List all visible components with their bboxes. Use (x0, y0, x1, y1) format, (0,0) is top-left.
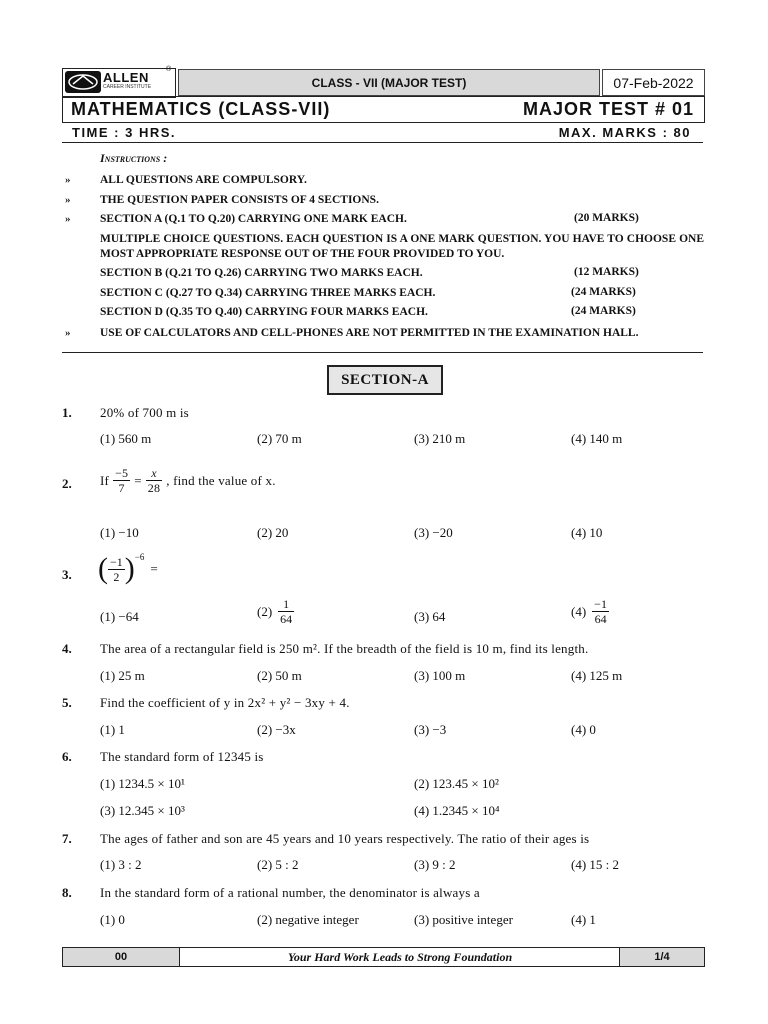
fraction (592, 597, 609, 626)
fraction-numerator: x (146, 466, 162, 481)
fraction (146, 466, 162, 495)
logo-text: ALLEN (103, 70, 149, 85)
option: (2) 20 (257, 525, 289, 540)
subject-bar (62, 96, 705, 123)
option: (4) 10 (571, 525, 603, 540)
registered-mark: ® (166, 66, 172, 73)
instructions-title: Instructions : (100, 151, 168, 165)
question-text: 20% of 700 m is (100, 405, 189, 420)
option: (3) positive integer (414, 912, 513, 927)
instruction-item: USE OF CALCULATORS AND CELL-PHONES ARE NOT PERMITTED IN THE EXAMINATION HALL. (100, 327, 639, 339)
option: (3) 100 m (414, 668, 466, 683)
max-marks-label: MAX. MARKS : 80 (558, 125, 691, 140)
paren-left-icon: ( (98, 552, 108, 585)
question-number: 2. (62, 476, 72, 491)
footer-motto: Your Hard Work Leads to Strong Foundation (287, 949, 513, 964)
option (257, 597, 294, 626)
section-d-marks: (24 MARKS) (571, 305, 636, 317)
instruction-item: SECTION B (Q.21 TO Q.26) CARRYING TWO MARKS EACH. (100, 267, 423, 279)
instruction-item: SECTION A (Q.1 TO Q.20) CARRYING ONE MARK EACH. (100, 213, 407, 225)
bullet-icon: » (65, 327, 71, 339)
option: (3) −3 (414, 722, 447, 737)
question-text: The ages of father and son are 45 years and 10 years respectively. The ratio of their ages is (100, 831, 590, 846)
equals-sign: = (150, 561, 158, 576)
question-number: 6. (62, 749, 72, 764)
fraction (113, 466, 130, 495)
question-number: 7. (62, 831, 72, 846)
section-title: SECTION-A (341, 371, 429, 388)
time-marks-row (62, 124, 703, 143)
option: (4) 140 m (571, 431, 623, 446)
fraction-numerator: −1 (110, 554, 123, 569)
option: (1) 3 : 2 (100, 857, 142, 872)
option: (1) 560 m (100, 431, 152, 446)
section-heading (327, 365, 443, 395)
bullet-icon: » (65, 174, 71, 186)
option: (4) 125 m (571, 668, 623, 683)
option: (2) 123.45 × 10² (414, 776, 499, 791)
test-title: CLASS - VII (MAJOR TEST) (178, 69, 600, 96)
fraction-denominator: 64 (594, 612, 607, 626)
option: (3) 210 m (414, 431, 466, 446)
option: (2) negative integer (257, 912, 359, 927)
fraction-denominator: 7 (118, 481, 125, 495)
question-suffix: , find the value of x. (166, 472, 276, 488)
bullet-icon: » (65, 194, 71, 206)
question-text: Find the coefficient of y in 2x² + y² − 3xy + 4. (100, 695, 350, 710)
option: (1) 0 (100, 912, 125, 927)
subject-title: MATHEMATICS (CLASS-VII) (71, 99, 331, 119)
fraction-denominator: 28 (147, 481, 161, 495)
exponent: −6 (134, 552, 145, 562)
instruction-item: SECTION C (Q.27 TO Q.34) CARRYING THREE MARKS EACH. (100, 287, 436, 299)
section-b-marks: (12 MARKS) (574, 266, 639, 278)
option-label: (4) (571, 603, 587, 619)
question-text: The standard form of 12345 is (100, 749, 264, 764)
question-number: 3. (62, 567, 72, 582)
question-text: The area of a rectangular field is 250 m². If the breadth of the field is 10 m, find its length. (100, 641, 589, 656)
option: (3) 12.345 × 10³ (100, 803, 185, 818)
page-number: 1/4 (619, 948, 704, 966)
fraction-numerator: −1 (594, 597, 607, 611)
logo-subtext: CAREER INSTITUTE (103, 84, 152, 90)
footer-code: 00 (63, 948, 180, 966)
instruction-item: SECTION D (Q.35 TO Q.40) CARRYING FOUR MARKS EACH. (100, 306, 428, 318)
logo-emblem-icon (65, 71, 101, 93)
question-number: 8. (62, 885, 72, 900)
fraction-denominator: 64 (280, 612, 293, 626)
equals-sign: = (134, 472, 142, 488)
question-number: 5. (62, 695, 72, 710)
option: (1) 25 m (100, 668, 145, 683)
question-number: 1. (62, 405, 72, 420)
option: (3) 64 (414, 609, 446, 624)
instruction-item: ALL QUESTIONS ARE COMPULSORY. (100, 174, 307, 186)
allen-logo (62, 68, 176, 98)
option: (4) 1.2345 × 10⁴ (414, 803, 500, 818)
fraction-numerator: −5 (115, 466, 129, 480)
fraction (278, 597, 294, 626)
section-c-marks: (24 MARKS) (571, 286, 636, 298)
option: (2) 50 m (257, 668, 302, 683)
bullet-icon: » (65, 213, 71, 225)
option: (1) 1 (100, 722, 125, 737)
question-text (100, 466, 276, 495)
section-a-marks: (20 MARKS) (574, 212, 639, 224)
question-prefix: If (100, 472, 110, 488)
option: (4) 1 (571, 912, 596, 927)
option: (2) −3x (257, 722, 296, 737)
test-date: 07-Feb-2022 (602, 69, 705, 96)
question-expression (98, 554, 158, 584)
fraction-denominator: 2 (113, 569, 120, 584)
option: (4) 15 : 2 (571, 857, 620, 872)
fraction (108, 555, 125, 584)
option (571, 597, 609, 626)
question-number: 4. (62, 641, 72, 656)
instruction-item: MULTIPLE CHOICE QUESTIONS. EACH QUESTION IS A ONE MARK QUESTION. YOU HAVE TO CHOOSE ONE MOST APPROPRIATE RESPONSE OUT OF THE FOUR PROVIDED TO YOU. (100, 233, 704, 260)
fraction-numerator: 1 (278, 597, 294, 612)
option-label: (2) (257, 603, 273, 619)
question-text: In the standard form of a rational number, the denominator is always a (100, 885, 480, 900)
paren-right-icon: ) (124, 552, 135, 585)
option: (4) 0 (571, 722, 596, 737)
option: (1) −10 (100, 525, 139, 540)
instruction-item: THE QUESTION PAPER CONSISTS OF 4 SECTIONS. (100, 194, 379, 206)
divider (62, 352, 703, 353)
footer-bar (62, 947, 705, 967)
option: (3) 9 : 2 (414, 857, 456, 872)
option: (3) −20 (414, 525, 453, 540)
test-number: MAJOR TEST # 01 (522, 99, 694, 119)
option: (2) 5 : 2 (257, 857, 299, 872)
time-label: TIME : 3 HRS. (72, 125, 177, 140)
option: (1) 1234.5 × 10¹ (100, 776, 185, 791)
option: (1) −64 (100, 609, 139, 624)
option: (2) 70 m (257, 431, 302, 446)
